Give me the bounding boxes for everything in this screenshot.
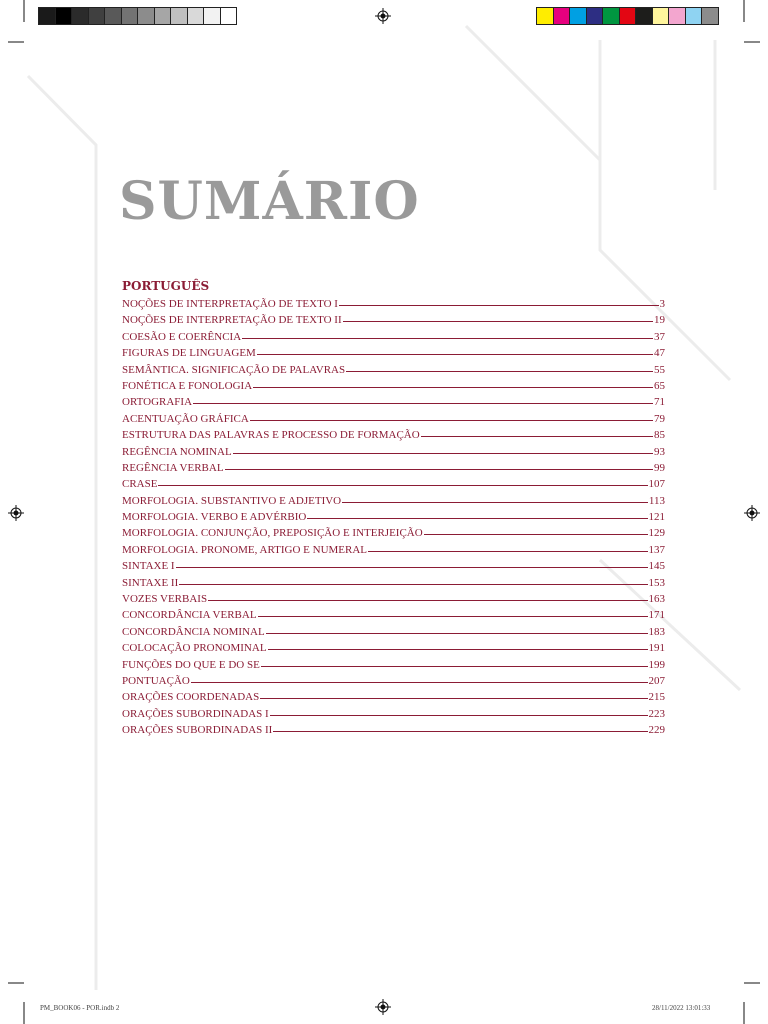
toc-entry[interactable] [122, 362, 665, 378]
color-swatch [701, 7, 719, 25]
color-swatch [536, 7, 554, 25]
toc-page-number: 153 [648, 576, 665, 589]
toc-leader-line [179, 584, 647, 585]
toc-entry-title: ORAÇÕES SUBORDINADAS II [122, 724, 273, 737]
color-swatch [668, 7, 686, 25]
toc-leader-line [258, 616, 648, 617]
toc-leader-line [368, 551, 647, 552]
toc-page-number: 129 [648, 527, 665, 540]
registration-mark-icon [8, 505, 24, 521]
section-heading: PORTUGUÊS [122, 279, 210, 293]
toc-entry[interactable] [122, 525, 665, 541]
toc-entry[interactable] [122, 706, 665, 722]
slug-timestamp: 28/11/2022 13:01:33 [652, 1004, 711, 1012]
toc-leader-line [158, 485, 647, 486]
toc-page-number: 207 [648, 674, 665, 687]
color-swatch [652, 7, 670, 25]
toc-entry-title: PONTUAÇÃO [122, 674, 190, 687]
color-swatch [55, 7, 73, 25]
toc-page-number: 65 [654, 379, 665, 392]
toc-leader-line [225, 469, 653, 470]
toc-leader-line [266, 633, 648, 634]
toc-entry-title: CRASE [122, 478, 158, 491]
toc-entry-title: FONÉTICA E FONOLOGIA [122, 379, 253, 392]
toc-entry-title: SINTAXE II [122, 576, 179, 589]
toc-entry[interactable] [122, 624, 665, 640]
toc-entry[interactable] [122, 607, 665, 623]
toc-entry[interactable] [122, 444, 665, 460]
slug-file-info: PM_BOOK06 - POR.indb 2 [40, 1004, 120, 1012]
toc-entry[interactable] [122, 312, 665, 328]
toc-entry-title: ORTOGRAFIA [122, 396, 193, 409]
color-swatch [71, 7, 89, 25]
toc-leader-line [242, 338, 653, 339]
color-swatch [154, 7, 172, 25]
toc-leader-line [176, 567, 648, 568]
color-swatch [220, 7, 238, 25]
toc-entry[interactable] [122, 493, 665, 509]
toc-entry[interactable] [122, 345, 665, 361]
toc-page-number: 79 [654, 412, 665, 425]
toc-entry[interactable] [122, 575, 665, 591]
toc-page-number: 85 [654, 429, 665, 442]
toc-entry[interactable] [122, 722, 665, 738]
toc-entry[interactable] [122, 673, 665, 689]
toc-page-number: 37 [654, 330, 665, 343]
toc-leader-line [193, 403, 653, 404]
toc-page-number: 121 [648, 511, 665, 524]
toc-entry[interactable] [122, 296, 665, 312]
toc-entry[interactable] [122, 591, 665, 607]
toc-page-number: 199 [648, 658, 665, 671]
toc-page-number: 19 [654, 314, 665, 327]
color-swatch [685, 7, 703, 25]
toc-entry[interactable] [122, 657, 665, 673]
toc-leader-line [307, 518, 647, 519]
toc-entry-title: VOZES VERBAIS [122, 593, 208, 606]
toc-entry[interactable] [122, 411, 665, 427]
color-swatch [121, 7, 139, 25]
toc-leader-line [257, 354, 653, 355]
registration-mark-icon [744, 505, 760, 521]
toc-leader-line [421, 436, 653, 437]
color-swatch [569, 7, 587, 25]
toc-page-number: 183 [648, 625, 665, 638]
color-swatch [187, 7, 205, 25]
toc-leader-line [208, 600, 647, 601]
toc-entry-title: COESÃO E COERÊNCIA [122, 330, 242, 343]
toc-entry[interactable] [122, 427, 665, 443]
toc-page-number: 99 [654, 461, 665, 474]
color-swatch [203, 7, 221, 25]
toc-entry-title: SEMÂNTICA. SIGNIFICAÇÃO DE PALAVRAS [122, 363, 346, 376]
toc-leader-line [250, 420, 653, 421]
toc-leader-line [261, 666, 648, 667]
toc-entry[interactable] [122, 329, 665, 345]
toc-entry-title: FUNÇÕES DO QUE E DO SE [122, 658, 260, 671]
toc-entry[interactable] [122, 640, 665, 656]
toc-page-number: 215 [648, 691, 665, 704]
toc-page-number: 163 [648, 593, 665, 606]
toc-entry-title: SINTAXE I [122, 560, 175, 573]
toc-leader-line [260, 698, 647, 699]
color-swatch [137, 7, 155, 25]
process-color-bar [536, 7, 718, 25]
toc-entry[interactable] [122, 394, 665, 410]
toc-entry-title: ACENTUAÇÃO GRÁFICA [122, 412, 249, 425]
color-swatch [88, 7, 106, 25]
grayscale-color-bar [38, 7, 236, 25]
toc-leader-line [339, 305, 659, 306]
toc-page-number: 191 [648, 642, 665, 655]
toc-leader-line [273, 731, 647, 732]
toc-leader-line [253, 387, 653, 388]
toc-leader-line [191, 682, 648, 683]
toc-page-number: 93 [654, 445, 665, 458]
toc-entry-title: REGÊNCIA VERBAL [122, 461, 224, 474]
toc-leader-line [346, 371, 653, 372]
table-of-contents [122, 296, 665, 739]
color-swatch [553, 7, 571, 25]
registration-mark-icon [375, 8, 391, 24]
toc-leader-line [268, 649, 648, 650]
toc-entry-title: ESTRUTURA DAS PALAVRAS E PROCESSO DE FORMAÇÃO [122, 429, 420, 442]
color-swatch [586, 7, 604, 25]
toc-entry-title: REGÊNCIA NOMINAL [122, 445, 232, 458]
toc-leader-line [233, 453, 653, 454]
color-swatch [104, 7, 122, 25]
toc-page-number: 71 [654, 396, 665, 409]
toc-page-number: 171 [648, 609, 665, 622]
toc-entry[interactable] [122, 460, 665, 476]
color-swatch [619, 7, 637, 25]
toc-entry-title: NOÇÕES DE INTERPRETAÇÃO DE TEXTO I [122, 298, 338, 310]
toc-page-number: 223 [648, 707, 665, 720]
toc-entry-title: MORFOLOGIA. PRONOME, ARTIGO E NUMERAL [122, 543, 368, 556]
toc-entry-title: MORFOLOGIA. CONJUNÇÃO, PREPOSIÇÃO E INTERJEIÇÃO [122, 527, 423, 540]
toc-leader-line [342, 502, 648, 503]
toc-page-number: 229 [648, 724, 665, 737]
toc-entry-title: CONCORDÂNCIA VERBAL [122, 609, 257, 622]
color-swatch [602, 7, 620, 25]
toc-entry[interactable] [122, 689, 665, 705]
toc-leader-line [270, 715, 648, 716]
toc-leader-line [424, 534, 648, 535]
toc-entry[interactable] [122, 509, 665, 525]
toc-page-number: 47 [654, 347, 665, 360]
toc-entry[interactable] [122, 378, 665, 394]
toc-entry-title: CONCORDÂNCIA NOMINAL [122, 625, 265, 638]
toc-entry-title: FIGURAS DE LINGUAGEM [122, 347, 256, 360]
color-swatch [38, 7, 56, 25]
registration-mark-icon [375, 999, 391, 1015]
toc-page-number: 55 [654, 363, 665, 376]
toc-entry-title: COLOCAÇÃO PRONOMINAL [122, 642, 267, 655]
toc-page-number: 145 [648, 560, 665, 573]
toc-entry-title: ORAÇÕES SUBORDINADAS I [122, 707, 269, 720]
toc-page-number: 113 [648, 494, 665, 507]
page-title: SUMÁRIO [119, 171, 420, 232]
toc-entry-title: ORAÇÕES COORDENADAS [122, 691, 260, 704]
toc-page-number: 137 [648, 543, 665, 556]
color-swatch [170, 7, 188, 25]
toc-entry[interactable] [122, 542, 665, 558]
toc-page-number: 3 [659, 298, 665, 310]
toc-entry-title: MORFOLOGIA. SUBSTANTIVO E ADJETIVO [122, 494, 342, 507]
toc-leader-line [343, 321, 653, 322]
toc-entry-title: MORFOLOGIA. VERBO E ADVÉRBIO [122, 511, 307, 524]
toc-page-number: 107 [648, 478, 665, 491]
toc-entry[interactable] [122, 476, 665, 492]
toc-entry-title: NOÇÕES DE INTERPRETAÇÃO DE TEXTO II [122, 314, 342, 327]
toc-entry[interactable] [122, 558, 665, 574]
color-swatch [635, 7, 653, 25]
